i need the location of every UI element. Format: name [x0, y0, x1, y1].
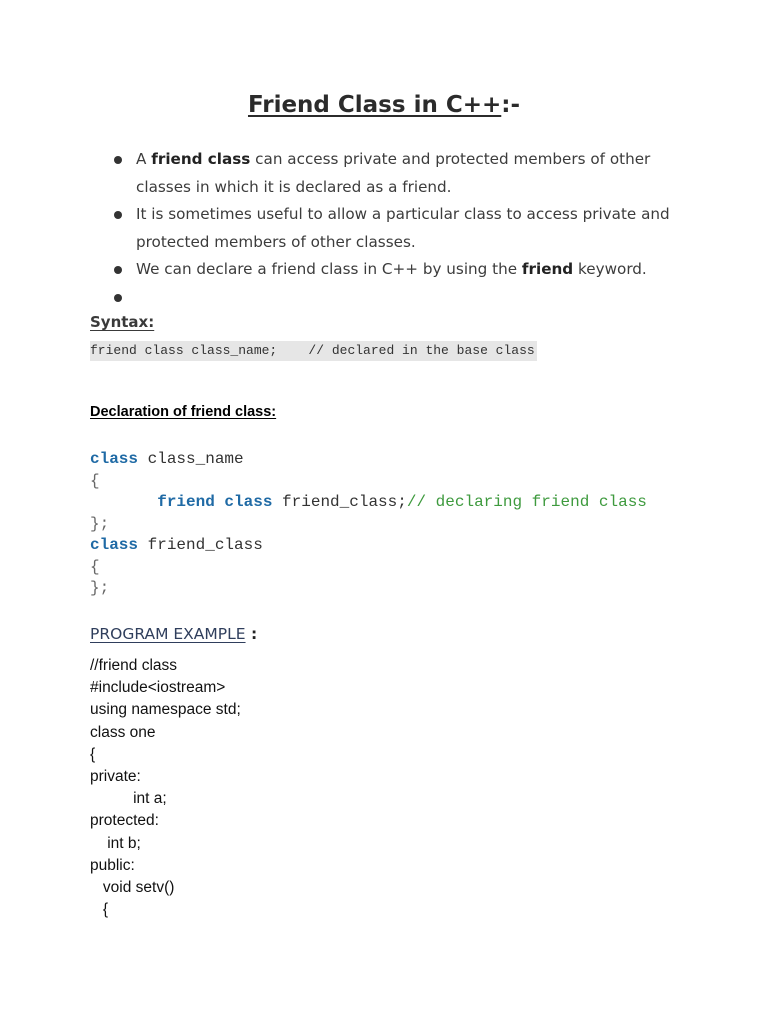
- syntax-code-block: friend class class_name; // declared in the base class: [90, 341, 537, 361]
- bullet-list: [112, 146, 702, 311]
- code-brace: {: [90, 557, 100, 576]
- bullet-text: We can declare a friend class in C++ by using the: [136, 260, 522, 278]
- declaration-code-block: [90, 449, 647, 600]
- program-example-colon: :: [245, 625, 258, 643]
- program-example-title: PROGRAM EXAMPLE: [90, 625, 246, 643]
- bullet-text: keyword.: [573, 260, 647, 278]
- program-code-block: //friend class #include<iostream> using namespace std; class one { private: int a; protected: int b; public: void setv() {: [90, 657, 241, 919]
- page-title: [0, 92, 768, 118]
- bullet-text: It is sometimes useful to allow a particular class to access private and protected members of other classes.: [136, 205, 670, 251]
- list-item: [112, 284, 702, 312]
- list-item: [112, 256, 702, 284]
- code-text: friend_class: [138, 536, 263, 554]
- bullet-bold-text: friend: [521, 260, 574, 278]
- program-example-heading: [90, 625, 257, 643]
- list-item: [112, 146, 702, 201]
- bullet-dot-icon: [114, 294, 122, 302]
- bullet-dot-icon: [114, 266, 122, 274]
- code-brace: };: [90, 514, 110, 533]
- code-text: class_name: [138, 450, 244, 468]
- code-text: friend_class;: [272, 493, 407, 511]
- code-brace: {: [90, 471, 100, 490]
- code-keyword: class: [90, 450, 139, 468]
- page-title-main: Friend Class in C++: [247, 92, 502, 118]
- code-indent: [90, 493, 157, 511]
- syntax-heading: Syntax:: [90, 313, 155, 331]
- code-brace: };: [90, 579, 110, 597]
- bullet-bold-text: friend class: [151, 150, 251, 168]
- bullet-dot-icon: [114, 156, 122, 164]
- declaration-heading: Declaration of friend class:: [90, 404, 277, 420]
- page-title-suffix: :-: [501, 92, 521, 118]
- bullet-text: A: [136, 150, 152, 168]
- code-comment: // declaring friend class: [406, 493, 647, 511]
- code-keyword: friend class: [157, 493, 273, 511]
- bullet-dot-icon: [114, 211, 122, 219]
- list-item: [112, 201, 702, 256]
- bullet-text: can access private and protected members of other classes in which it is declared as a friend.: [136, 150, 651, 196]
- code-keyword: class: [90, 536, 139, 554]
